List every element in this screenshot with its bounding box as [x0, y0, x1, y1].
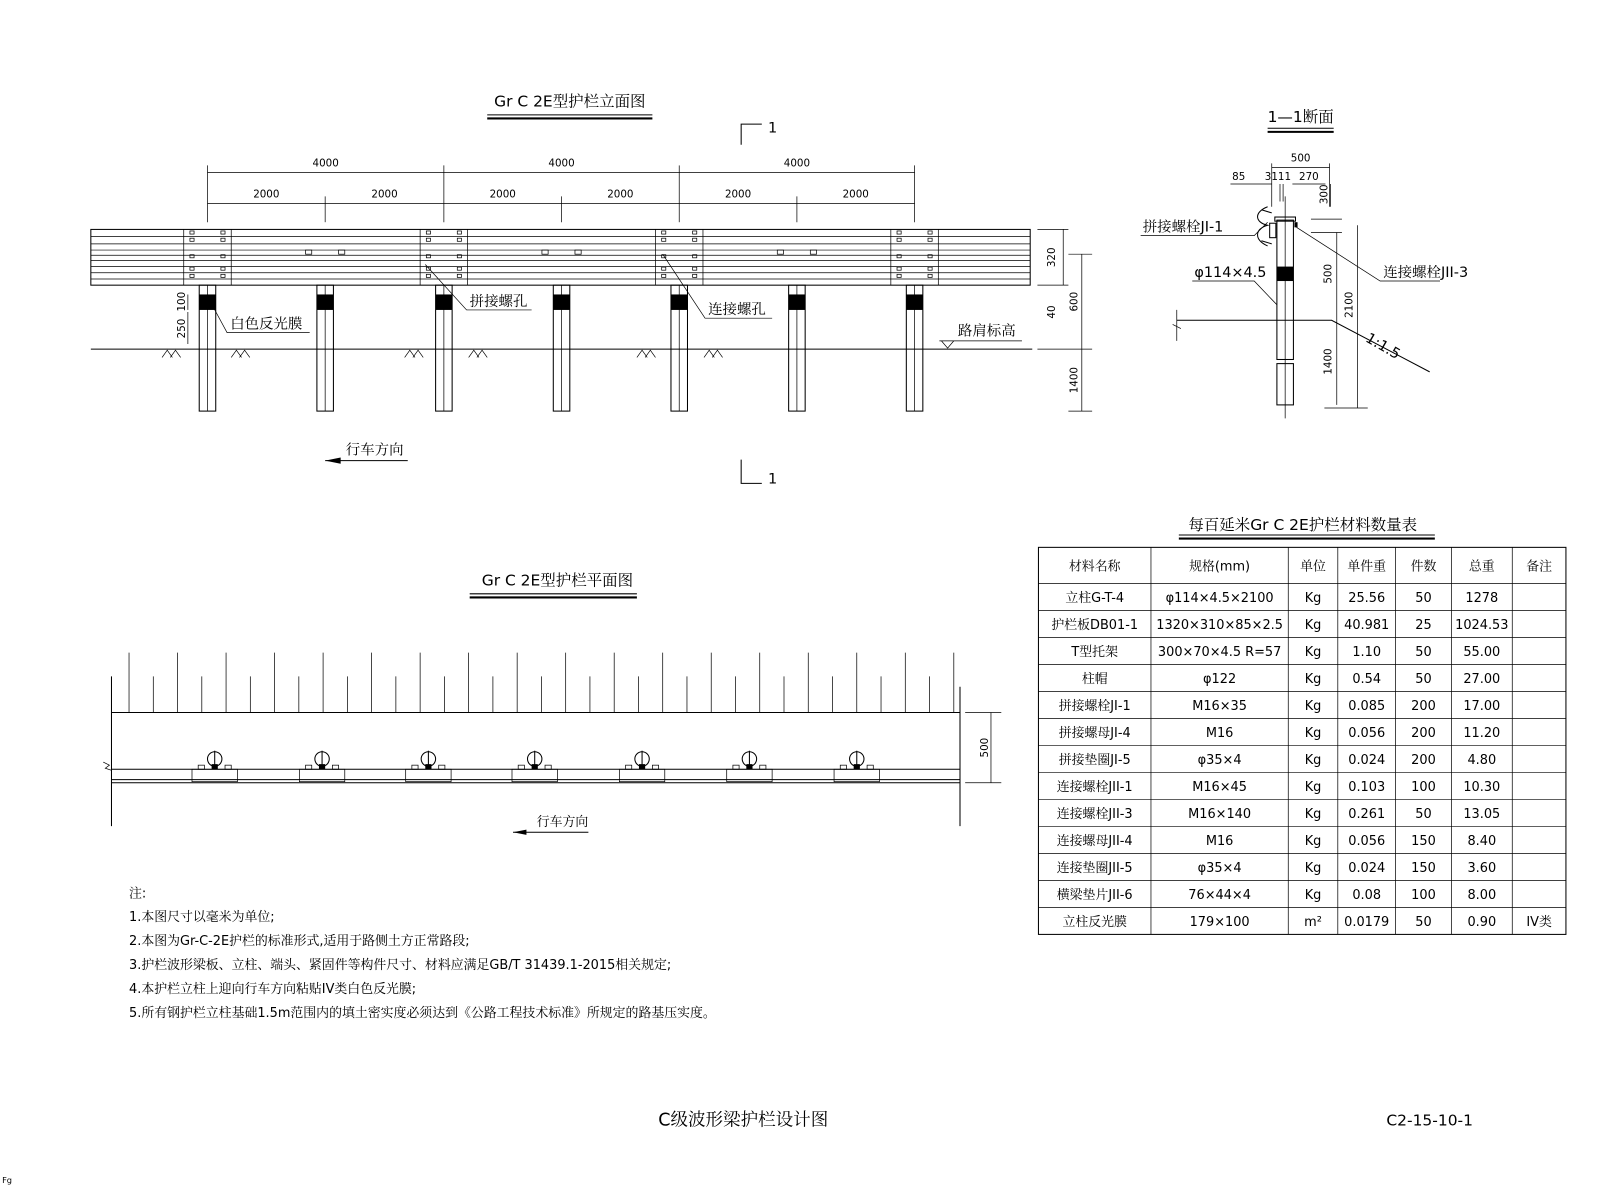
table-row [1059, 752, 1496, 768]
connect-hole-icon [810, 250, 816, 254]
corner-mark: Fg [2, 1175, 13, 1186]
reflective-band [1277, 267, 1294, 281]
section-height-dims [1311, 219, 1368, 408]
table-cell: 100 [1411, 780, 1436, 796]
bracket [1270, 223, 1276, 237]
table-row [1070, 644, 1500, 660]
table-cell: 柱帽 [1081, 672, 1108, 688]
splice-hole-icon [897, 231, 901, 234]
splice-hole-label: 拼接螺孔 [469, 293, 528, 310]
reflective-band [789, 294, 806, 309]
table-row [1059, 725, 1501, 741]
bracket-icon [532, 764, 538, 769]
table-cell: 连接垫圈JII-5 [1056, 861, 1133, 877]
table-cell: Kg [1304, 753, 1322, 769]
splice-hole-icon [662, 267, 666, 270]
ground-hatch-mark [405, 350, 424, 357]
dim-label: 300 [1318, 184, 1331, 205]
table-cell: 55.00 [1463, 645, 1501, 661]
table-cell: φ35×4 [1197, 861, 1242, 877]
dim-label: 40 [1045, 305, 1058, 319]
table-header-cell: 规格(mm) [1189, 559, 1251, 575]
splice-hole-icon [693, 267, 697, 270]
drawing-title: C级波形梁护栏设计图 [658, 1110, 829, 1131]
splice-hole-icon [897, 267, 901, 270]
break-symbol [103, 762, 111, 770]
section-cut-mark-bottom [741, 460, 762, 484]
table-cell: 50 [1415, 672, 1432, 688]
table-cell: 0.024 [1348, 753, 1386, 769]
table-cell: Kg [1304, 834, 1322, 850]
table-cell: T型托架 [1071, 645, 1118, 661]
table-cell: 50 [1415, 915, 1432, 931]
post-spec-leader [1192, 281, 1277, 305]
posts [199, 285, 923, 411]
connect-hole-icon [542, 250, 548, 254]
bolt-icon [867, 765, 873, 769]
direction-label: 行车方向 [345, 442, 404, 459]
splice-hole-icon [457, 267, 461, 270]
ground-hatch-mark [231, 350, 250, 357]
table-cell: m² [1304, 915, 1322, 931]
bracket-icon [854, 764, 860, 769]
table-cell: 100 [1411, 888, 1436, 904]
splice-hole-icon [928, 238, 932, 241]
bolt-icon [733, 765, 739, 769]
table-cell: 50 [1415, 807, 1432, 823]
table-cell: 连接螺栓JII-1 [1056, 780, 1133, 796]
dim-label: 270 [1299, 170, 1319, 183]
table-cell: φ114×4.5×2100 [1165, 591, 1274, 607]
splice-hole-icon [426, 238, 430, 241]
table-cell: 1278 [1465, 591, 1499, 607]
table-cell: 拼接螺母JI-4 [1058, 726, 1131, 742]
reflective-film-label: 白色反光膜 [230, 316, 303, 333]
table-cell: 连接螺母JII-4 [1056, 834, 1133, 850]
table-cell: 连接螺栓JII-3 [1056, 807, 1133, 823]
dim-label: 500 [1290, 152, 1311, 165]
bolt-icon [412, 765, 418, 769]
elevation-title: Gr C 2E型护栏立面图 [494, 92, 646, 111]
table-title: 每百延米Gr C 2E护栏材料数量表 [1188, 515, 1418, 534]
bolt-icon [198, 765, 204, 769]
splice-hole-icon [897, 274, 901, 277]
dim-label: 2000 [724, 188, 752, 201]
note-item: 1.本图尺寸以毫米为单位; [129, 910, 275, 926]
note-item: 3.护栏波形梁板、立柱、端头、紧固件等构件尺寸、材料应满足GB/T 31439.1-2015相关规定; [129, 958, 672, 974]
table-header-cell: 单位 [1300, 559, 1326, 575]
table-header-cell: 备注 [1526, 559, 1552, 575]
table-cell: 13.05 [1463, 807, 1501, 823]
table-cell: Kg [1304, 780, 1322, 796]
splice-hole-icon [693, 274, 697, 277]
table-cell: 11.20 [1463, 726, 1501, 742]
shoulder-elevation-symbol [939, 341, 1022, 348]
splice-hole-icon [190, 231, 194, 234]
plan-title: Gr C 2E型护栏平面图 [481, 571, 634, 590]
break-symbol [1173, 310, 1181, 341]
table-row [1065, 590, 1498, 606]
table-cell: 300×70×4.5 R=57 [1157, 645, 1282, 661]
table-cell: Kg [1304, 861, 1322, 877]
table-cell: 0.103 [1348, 780, 1386, 796]
table-cell: Kg [1304, 699, 1322, 715]
table-cell: 拼接垫圈JI-5 [1058, 753, 1131, 769]
dim-label: 4000 [548, 157, 575, 170]
reflective-band [553, 294, 570, 309]
table-cell: 0.0179 [1344, 915, 1390, 931]
table-header-cell: 材料名称 [1068, 559, 1121, 575]
splice-hole-icon [221, 274, 225, 277]
table-row [1057, 860, 1496, 876]
reflective-band [671, 294, 688, 309]
bolt-icon [760, 765, 766, 769]
splice-bolt-label: 拼接螺栓JI-1 [1142, 219, 1224, 236]
dim-label: 4000 [783, 157, 811, 170]
splice-hole-icon [457, 231, 461, 234]
splice-hole-icon [190, 238, 194, 241]
bolt-icon [225, 765, 231, 769]
bolt-icon [840, 765, 846, 769]
splice-hole-icon [221, 267, 225, 270]
table-cell: 150 [1411, 861, 1436, 877]
post-spec-label: φ114×4.5 [1194, 264, 1267, 281]
splice-hole-icon [662, 231, 666, 234]
ground-hatch [162, 350, 723, 357]
table-cell: φ35×4 [1197, 753, 1242, 769]
splice-hole-icon [928, 231, 932, 234]
bolt-icon [626, 765, 632, 769]
bracket-icon [639, 764, 645, 769]
table-cell: 0.085 [1348, 699, 1386, 715]
table-header-cell: 件数 [1410, 559, 1437, 575]
table-cell: IV类 [1526, 915, 1552, 931]
table-cell: M16 [1205, 726, 1234, 742]
rail-outline [91, 229, 1030, 285]
bolt-icon [518, 765, 524, 769]
splice-hole-icon [426, 274, 430, 277]
slope-label: 1:1.5 [1362, 330, 1403, 363]
dim-label: 2000 [253, 188, 280, 201]
table-cell: Kg [1304, 807, 1322, 823]
connect-bolt-label: 连接螺栓JII-3 [1383, 264, 1469, 281]
table-cell: Kg [1304, 672, 1322, 688]
plan-rail [111, 769, 960, 782]
table-row [1057, 833, 1496, 849]
section-cut-label-top: 1 [768, 120, 778, 137]
plan-dim-label: 500 [978, 737, 991, 758]
materials-table [1038, 515, 1565, 935]
table-cell: 40.981 [1344, 618, 1390, 634]
table-row [1082, 671, 1500, 687]
dim-label: 250 [175, 318, 188, 339]
connect-hole-icon [339, 250, 345, 254]
elevation-view [91, 93, 1092, 488]
table-cell: 10.30 [1463, 780, 1501, 796]
table-row [1057, 887, 1496, 903]
table-cell: Kg [1304, 591, 1322, 607]
table-cell: Kg [1304, 726, 1322, 742]
elevation-dimensions [207, 157, 914, 222]
table-cell: M16×35 [1192, 699, 1247, 715]
reflective-band [906, 294, 923, 309]
dim-label: 3111 [1264, 170, 1292, 183]
table-cell: 1024.53 [1455, 618, 1509, 634]
notes [129, 886, 716, 1021]
connect-hole-icon [777, 250, 783, 254]
dim-post-heights [1037, 254, 1092, 411]
table-cell: 0.261 [1348, 807, 1386, 823]
table-cell: 25.56 [1348, 591, 1386, 607]
reflective-band [436, 294, 453, 309]
plan-posts [192, 751, 879, 782]
dim-label: 2000 [371, 188, 398, 201]
table-cell: 8.40 [1467, 834, 1497, 850]
table-cell: 200 [1411, 753, 1436, 769]
table-cell: Kg [1304, 618, 1322, 634]
table-cell: 横梁垫片JII-6 [1056, 888, 1133, 904]
dim-offsets [1230, 184, 1325, 202]
table-cell: 立柱反光膜 [1062, 915, 1127, 931]
splice-hole-icon [693, 238, 697, 241]
table-header-cell: 单件重 [1347, 559, 1387, 575]
connect-hole-icon [306, 250, 312, 254]
drawing-number: C2-15-10-1 [1386, 1111, 1473, 1130]
dim-label: 2000 [842, 188, 869, 201]
section-title: 1—1断面 [1267, 108, 1334, 127]
table-cell: 8.00 [1467, 888, 1497, 904]
splice-hole-icon [928, 274, 932, 277]
ground-hatch-mark [704, 350, 723, 357]
note-item: 4.本护栏立柱上迎向行车方向粘贴IV类白色反光膜; [129, 982, 417, 998]
dim-label: 2000 [489, 188, 516, 201]
direction-arrow-icon [325, 458, 340, 464]
table-cell: 3.60 [1467, 861, 1497, 877]
dim-label: 600 [1068, 291, 1081, 312]
splice-hole-icon [221, 231, 225, 234]
table-cell: 50 [1415, 645, 1432, 661]
table-cell: 27.00 [1463, 672, 1501, 688]
splice-hole-icon [897, 238, 901, 241]
splice-hole-icon [693, 231, 697, 234]
connect-bolt-icon [1294, 222, 1297, 227]
table-cell: 200 [1411, 699, 1436, 715]
section-cut-mark-top [741, 124, 762, 145]
table-cell: 179×100 [1189, 915, 1250, 931]
direction-label: 行车方向 [536, 815, 589, 831]
table-cell: 拼接螺栓JI-1 [1058, 699, 1131, 715]
table-cell: 1320×310×85×2.5 [1156, 618, 1283, 634]
bracket-icon [425, 764, 431, 769]
table-cell: 立柱G-T-4 [1065, 591, 1125, 607]
dim-label: 320 [1045, 247, 1058, 268]
table-header-cell: 总重 [1468, 559, 1495, 575]
table-cell: 0.54 [1352, 672, 1382, 688]
table-cell: M16×140 [1188, 807, 1252, 823]
table-cell: φ122 [1203, 672, 1237, 688]
slope-hatch [129, 653, 954, 713]
table-cell: M16×45 [1192, 780, 1247, 796]
dim-label: 85 [1232, 170, 1246, 183]
splice-hole-icon [662, 274, 666, 277]
table-cell: 150 [1411, 834, 1436, 850]
table-cell: 200 [1411, 726, 1436, 742]
bolt-icon [545, 765, 551, 769]
bracket-icon [212, 764, 218, 769]
ground-hatch-mark [637, 350, 656, 357]
table-row [1057, 806, 1500, 822]
splice-hole-icon [662, 238, 666, 241]
section-view [1141, 108, 1469, 418]
table-cell: M16 [1205, 834, 1234, 850]
table-cell: 25 [1415, 618, 1432, 634]
splice-hole-icon [221, 238, 225, 241]
table-cell: Kg [1304, 645, 1322, 661]
table-cell: 0.90 [1467, 915, 1497, 931]
splice-hole-icon [928, 267, 932, 270]
table-cell: 17.00 [1463, 699, 1501, 715]
table-row [1062, 914, 1551, 930]
dim-label: 2000 [607, 188, 634, 201]
section-cut-label-bottom: 1 [768, 471, 778, 488]
direction-arrow-icon [513, 830, 526, 835]
bolt-icon [439, 765, 445, 769]
table-cell: 76×44×4 [1188, 888, 1251, 904]
dim-label: 4000 [312, 157, 339, 170]
note-item: 5.所有钢护栏立柱基础1.5m范围内的填土密实度必须达到《公路工程技术标准》所规定的路基压实度。 [129, 1006, 716, 1022]
reflective-band [199, 294, 216, 309]
table-cell: 0.056 [1348, 834, 1386, 850]
splice-hole-icon [457, 238, 461, 241]
table-cell: 护栏板DB01-1 [1051, 618, 1139, 634]
table-cell: 0.024 [1348, 861, 1386, 877]
splice-hole-icon [190, 274, 194, 277]
plan-view [103, 572, 1001, 835]
dim-label: 500 [1322, 263, 1335, 284]
table-row [1051, 617, 1508, 633]
table-cell: Kg [1304, 888, 1322, 904]
note-item: 2.本图为Gr-C-2E护栏的标准形式,适用于路侧土方正常路段; [129, 934, 470, 950]
notes-heading: 注: [129, 886, 147, 902]
connect-hole-icon [575, 250, 581, 254]
table-row [1059, 698, 1501, 714]
ground-hatch-mark [162, 350, 181, 357]
table-cell: 50 [1415, 591, 1432, 607]
ground-hatch-mark [469, 350, 488, 357]
bolt-icon [332, 765, 338, 769]
table-cell: 4.80 [1467, 753, 1497, 769]
dim-label: 1400 [1068, 367, 1081, 394]
table-cell: 0.08 [1352, 888, 1382, 904]
dim-label: 2100 [1343, 291, 1356, 318]
reflective-band [317, 294, 334, 309]
dim-label: 1400 [1322, 348, 1335, 375]
shoulder-elevation-label: 路肩标高 [957, 323, 1016, 340]
dim-label: 100 [175, 291, 188, 312]
bracket-icon [319, 764, 325, 769]
splice-hole-icon [426, 231, 430, 234]
w-beam-rail [91, 229, 1030, 285]
table-cell: 1.10 [1352, 645, 1382, 661]
bolt-icon [652, 765, 658, 769]
table-cell: 0.056 [1348, 726, 1386, 742]
bolt-icon [306, 765, 312, 769]
connect-hole-label: 连接螺孔 [708, 302, 766, 319]
table-row [1057, 779, 1500, 795]
splice-hole-icon [457, 274, 461, 277]
splice-hole-icon [190, 267, 194, 270]
bracket-icon [746, 764, 752, 769]
